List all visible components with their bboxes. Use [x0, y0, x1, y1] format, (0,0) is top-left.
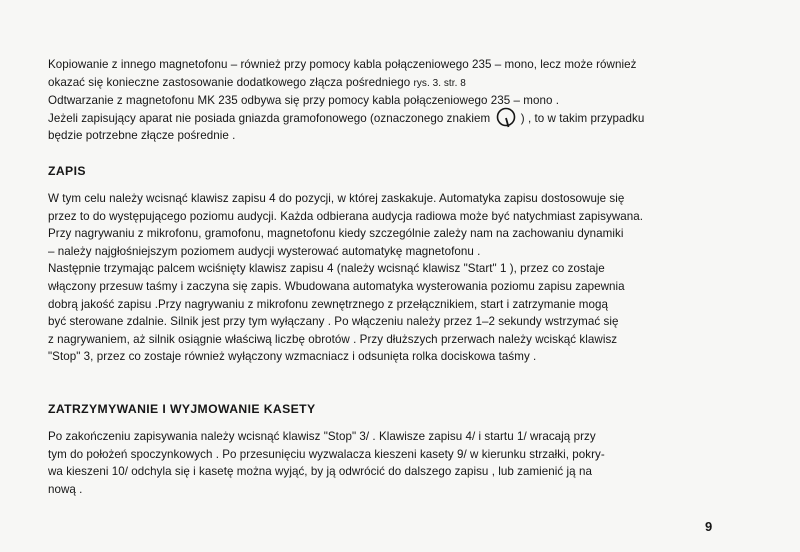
zatrzymywanie-paragraph — [48, 428, 748, 498]
figure-reference: rys. 3. str. 8 — [413, 77, 466, 89]
zapis-line: Następnie trzymając palcem wciśnięty klawisz zapisu 4 (należy wcisnąć klawisz "Start" 1 ), przez co zostaje — [48, 262, 605, 276]
intro-line-4-text-b: ) , to w takim przypadku — [520, 111, 645, 125]
zatrzymywanie-line: tym do położeń spoczynkowych . Po przesunięciu wyzwalacza kieszeni kasety 9/ w kierunku strzałki, pokry- — [48, 447, 605, 461]
zapis-line: być sterowane zdalnie. Silnik jest przy tym wyłączany . Po włączeniu należy przez 1–2 sekundy wstrzymać się — [48, 315, 619, 329]
intro-line-3: Odtwarzanie z magnetofonu MK 235 odbywa się przy pomocy kabla połączeniowego 235 – mono . — [48, 94, 560, 108]
intro-line-5: będzie potrzebne złącze pośrednie . — [48, 129, 236, 143]
section-heading-zatrzymywanie: ZATRZYMYWANIE I WYJMOWANIE KASETY — [48, 402, 316, 416]
zatrzymywanie-line: nową . — [48, 482, 83, 496]
zapis-line: – należy najgłośniejszym poziomem audycji wysterować automatykę magnetofonu . — [48, 244, 481, 258]
zatrzymywanie-line: Po zakończeniu zapisywania należy wcisnąć klawisz "Stop" 3/ . Klawisze zapisu 4/ i startu 1/ wracają przy — [48, 430, 596, 443]
intro-line-2-text: okazać się konieczne zastosowanie dodatkowego złącza pośredniego — [48, 75, 411, 89]
zapis-line: "Stop" 3, przez co zostaje również wyłączony wzmacniacz i odsunięta rolka dociskowa taśmy . — [48, 350, 537, 364]
zapis-line: W tym celu należy wcisnąć klawisz zapisu 4 do pozycji, w której zaskakuje. Automatyka zapisu dostosowuje się — [48, 192, 625, 205]
section-heading-zapis: ZAPIS — [48, 164, 86, 178]
phono-connector-icon — [495, 107, 517, 129]
zatrzymywanie-line: wa kieszeni 10/ odchyla się i kasetę można wyjąć, by ją odwrócić do dalszego zapisu , lub zamienić ją na — [48, 465, 592, 479]
intro-line-2 — [48, 74, 748, 93]
zapis-line: dobrą jakość zapisu .Przy nagrywaniu z mikrofonu zewnętrznego z przełącznikiem, start i zatrzymanie mogą — [48, 297, 609, 311]
page-number: 9 — [705, 519, 713, 534]
intro-line-4 — [48, 110, 748, 128]
intro-line-4-text-a: Jeżeli zapisujący aparat nie posiada gniazda gramofonowego (oznaczonego znakiem — [48, 111, 491, 125]
zapis-line: z nagrywaniem, aż silnik osiągnie właściwą liczbę obrotów . Przy dłuższych przerwach należy wciskąć klawisz — [48, 332, 618, 346]
intro-paragraph — [48, 56, 748, 145]
zapis-paragraph — [48, 190, 748, 366]
intro-line-1: Kopiowanie z innego magnetofonu – również przy pomocy kabla połączeniowego 235 – mono, lecz może również — [48, 58, 637, 71]
zapis-line: włączony przesuw taśmy i zaczyna się zapis. Wbudowana automatyka wysterowania poziomu zapisu zapewnia — [48, 279, 625, 293]
zapis-line: Przy nagrywaniu z mikrofonu, gramofonu, magnetofonu kiedy szczególnie zależy nam na zachowaniu dynamiki — [48, 227, 624, 241]
zapis-line: przez to do występującego poziomu audycji. Każda odbierana audycja radiowa może być natychmiast zapisywana. — [48, 209, 644, 223]
